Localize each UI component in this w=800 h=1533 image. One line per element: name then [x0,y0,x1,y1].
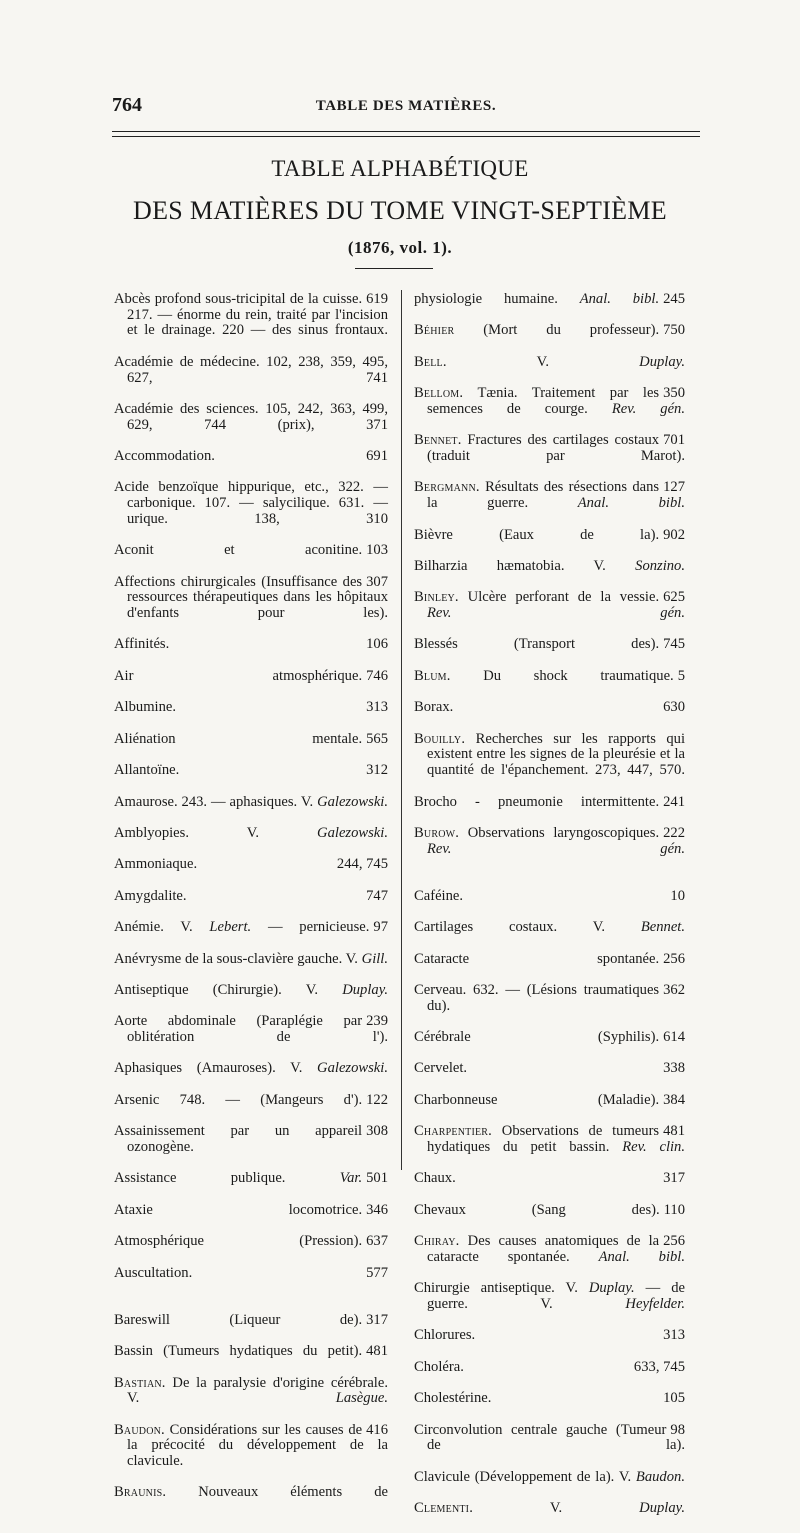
index-entry [114,1376,388,1423]
entry-author: Bell. [414,353,447,370]
entry-text: Recherches sur les rapports qui existent entre les signes de la pleurésie et la quantité de l'épanchement. 273, 447, 570. [427,730,685,779]
title-rule [355,268,433,269]
index-entry [414,1061,685,1092]
index-entry [114,700,388,731]
entry-text: Brocho - pneumonie intermittente. [414,793,660,810]
index-entry [114,543,388,574]
index-entry [414,826,685,873]
entry-text: Anémie. V. [114,919,193,936]
entry-text: Ulcère perforant de la vessie. [458,589,660,606]
header-rule [112,131,700,137]
index-entry [414,795,685,826]
entry-text: Aorte abdominale (Paraplégie par oblitération de l'). [114,1013,388,1046]
entry-author: Binley. [414,589,459,606]
index-entry [414,669,685,700]
entry-text: De la paralysie d'origine cérébrale. V. [127,1374,388,1407]
entry-page: 313 [366,699,388,716]
entry-page: 701 [663,432,685,449]
entry-page: 384 [663,1091,685,1108]
entry-page: 691 [366,448,388,465]
entry-page: 750 [663,322,685,339]
entry-text: Caféine. [414,887,464,904]
index-entry [114,1061,388,1092]
entry-page: 239 [366,1013,388,1030]
entry-page: 481 [663,1123,685,1140]
entry-text: Du shock traumatique. [450,667,674,684]
entry-page: 222 [663,824,685,841]
entry-page: 105 [663,1390,685,1407]
index-entry [114,857,388,888]
entry-page: 313 [663,1327,685,1344]
entry-text: Assistance publique. [114,1170,286,1187]
index-entry [414,433,685,480]
index-entry [114,983,388,1014]
entry-text: Académie de médecine. 102, 238, 359, 495, 627, 741 [114,353,388,386]
entry-text: Cholestérine. [414,1390,492,1407]
entry-text: Cartilages costaux. V. [414,919,606,936]
entry-page: 10 [670,887,685,904]
entry-text: Considérations sur les causes de la précocité du développement de la clavicule. [127,1421,388,1470]
entry-page: 577 [366,1264,388,1281]
entry-text: Assainissement par un appareil ozonogène. [114,1123,363,1155]
entry-page: 245 [663,291,685,307]
entry-page: 745 [663,636,685,653]
entry-text: Des causes anatomiques de la cataracte spontanée. [427,1233,660,1265]
running-title: TABLE DES MATIÈRES. [315,98,497,114]
entry-page: 637 [366,1233,388,1250]
entry-page: 350 [663,385,685,402]
entry-text: Bilharzia hæmatobia. V. [414,557,606,574]
entry-text: V. [446,353,549,370]
entry-text: physiologie humaine. [414,291,558,307]
title-line-2: DES MATIÈRES DU TOME VINGT-SEPTIÈME [133,196,667,225]
entry-reference: Rev. clin. [622,1138,685,1155]
entry-page: 244, 745 [336,856,388,873]
index-entry [414,1281,685,1328]
index-entry [414,1423,685,1470]
index-entry [114,669,388,700]
index-entry [414,528,685,559]
entry-author: Bennet. [414,432,462,449]
entry-reference: Gill. [361,950,389,967]
entry-text: Amaurose. 243. — aphasiques. V. [114,793,314,810]
entry-page: 630 [663,699,685,716]
index-entry [414,559,685,590]
index-entry [114,920,388,951]
entry-page: 5 [677,667,685,684]
entry-text: Charbonneuse (Maladie). [414,1091,660,1108]
entry-page: 317 [663,1170,685,1187]
entry-page: 317 [366,1311,388,1328]
entry-reference: Rev. gén. [611,400,685,417]
index-entry [414,920,685,951]
entry-page: 416 [366,1421,388,1438]
entry-author: Charpentier. [414,1123,493,1140]
entry-page: 307 [366,573,388,590]
entry-text: Aphasiques (Amauroses). V. [114,1060,303,1077]
index-entry [414,1030,685,1061]
index-entry [414,1328,685,1359]
entry-text: Amblyopies. V. [114,824,260,841]
index-entry [414,889,685,920]
entry-reference: Galezowski. [317,824,388,841]
index-entry [414,1093,685,1124]
index-entry [414,355,685,386]
entry-page: 481 [366,1343,388,1360]
entry-text: Observations laryngoscopiques. [459,824,660,841]
entry-text: Allantoïne. [114,762,180,779]
left-column [114,292,388,1517]
entry-reference: Duplay. [639,353,685,370]
index-entry [114,355,388,402]
index-entry [414,732,685,795]
index-entry [414,1203,685,1234]
index-entry [114,889,388,920]
index-entry [114,1313,388,1344]
entry-page: 501 [366,1170,388,1187]
entry-reference: Galezowski. [317,793,389,810]
entry-page: 256 [663,1233,685,1250]
entry-page: 312 [366,762,388,779]
entry-text: Affinités. [114,636,170,653]
entry-reference: Rev. gén. [427,840,685,857]
entry-text: Arsenic 748. — (Mangeurs d'). [114,1091,363,1108]
entry-text: Circonvolution centrale gauche (Tumeur de la). [414,1421,685,1454]
entry-page: 106 [366,636,388,653]
index-entry [414,700,685,731]
column-divider [401,290,402,1170]
index-entry [114,1124,388,1171]
index-entry [414,1124,685,1171]
index-entry [414,1391,685,1422]
entry-page: 338 [663,1060,685,1077]
entry-author: Braunis. [114,1484,167,1501]
entry-reference: Var. [339,1170,363,1187]
entry-text: Chlorures. [414,1327,476,1344]
entry-page: 241 [663,793,685,810]
index-entry [114,402,388,449]
entry-author: Bastian. [114,1374,166,1391]
entry-reference: Duplay. [588,1280,635,1297]
entry-text: Ammoniaque. [114,856,198,873]
entry-page: 625 [663,589,685,606]
entry-text: Amygdalite. [114,887,187,904]
entry-text: Accommodation. [114,448,215,465]
index-entry [114,1203,388,1234]
entry-text-after: — pernicieuse. [251,919,370,936]
entry-page: 902 [663,526,685,543]
index-entry [114,1485,388,1516]
entry-author: Burow. [414,824,460,841]
index-entry [414,1470,685,1501]
index-entry [414,323,685,354]
entry-text: Résultats des résections dans la guerre. [427,479,660,512]
entry-page: 746 [366,667,388,684]
entry-page: 103 [366,542,388,559]
entry-text: Chaux. [414,1170,456,1187]
entry-text: V. [473,1500,563,1517]
entry-author: Blum. [414,667,451,684]
entry-author: Bellom. [414,385,464,402]
entry-reference: Anal. bibl. [598,1248,686,1265]
entry-reference: Anal. bibl. [577,495,685,512]
entry-text: Chirurgie antiseptique. V. [414,1280,578,1297]
index-entry [114,480,388,543]
index-entry [414,480,685,527]
entry-text: Bièvre (Eaux de la). [414,526,660,543]
index-entry [114,1266,388,1297]
entry-reference: Galezowski. [317,1060,388,1077]
index-entry [114,1423,388,1486]
entry-text: Choléra. [414,1358,464,1375]
entry-author: Bouilly. [414,730,466,747]
index-entry [114,826,388,857]
index-entry [114,732,388,763]
entry-text-after: — de guerre. V. [427,1280,686,1312]
entry-text: Anévrysme de la sous-clavière gauche. V. [114,950,358,967]
entry-page: 614 [663,1029,685,1046]
entry-reference: Lasègue. [335,1390,388,1407]
running-head [112,94,700,124]
entry-text: Aliénation mentale. [114,730,363,747]
index-entry [114,795,388,826]
index-entry [414,590,685,637]
entry-text: Antiseptique (Chirurgie). V. [114,981,319,998]
index-entry [414,1171,685,1202]
entry-text: Fractures des cartilages costaux (traduit par Marot). [427,432,685,465]
entry-page: 633, 745 [633,1358,685,1375]
entry-text: Affections chirurgicales (Insuffisance des ressources thérapeutiques dans les hôpitaux d'enfants pour les). [114,573,388,622]
entry-text: Auscultation. [114,1264,193,1281]
index-entry [414,292,685,323]
entry-text: Ataxie locomotrice. [114,1201,363,1218]
right-column [414,292,685,1533]
index-entry [414,1360,685,1391]
entry-text: Aconit et aconitine. [114,542,363,559]
entry-reference: Lebert. [209,919,252,936]
index-entry [114,1014,388,1061]
entry-reference: Heyfelder. [625,1295,685,1312]
index-entry [114,1093,388,1124]
index-entry [114,1171,388,1202]
index-entry [414,386,685,433]
entry-author: Clementi. [414,1500,474,1517]
entry-page: 98 [670,1421,685,1438]
entry-text: Blessés (Transport des). [414,636,660,653]
page-number: 764 [112,94,142,116]
entry-text: Chevaux (Sang des). [414,1201,660,1218]
entry-text: Air atmosphérique. [114,667,363,684]
entry-page: 747 [366,887,388,904]
entry-text: Tænia. Traitement par les semences de courge. [427,385,660,417]
entry-text: Clavicule (Développement de la). V. [414,1468,632,1485]
entry-text: Bareswill (Liqueur de). [114,1311,363,1328]
entry-text: Cervelet. [414,1060,468,1077]
entry-author: Chiray. [414,1233,460,1250]
index-entry [414,1234,685,1281]
entry-page: 565 [366,730,388,747]
entry-text: Nouveaux éléments de [166,1484,388,1501]
entry-page: 256 [663,950,685,967]
entry-text: Académie des sciences. 105, 242, 363, 499, 629, 744 (prix), 371 [114,400,388,433]
index-entry [114,575,388,638]
index-entry [114,1344,388,1375]
entry-text: Cerveau. 632. — (Lésions traumatiques du). [414,981,660,1014]
entry-text: Atmosphérique (Pression). [114,1233,363,1250]
entry-page: 619 [366,291,388,307]
entry-page: 127 [663,479,685,496]
entry-reference: Rev. gén. [427,605,685,622]
title-line-3: (1876, vol. 1). [347,238,453,257]
entry-text: Bassin (Tumeurs hydatiques du petit). [114,1343,363,1360]
entry-reference: Sonzino. [635,557,686,574]
entry-text: Acide benzoïque hippurique, etc., 322. — carbonique. 107. — salycilique. 631. — urique. 138, 310 [114,479,388,527]
entry-page: 308 [366,1123,388,1140]
entry-page: 122 [366,1091,388,1108]
entry-text: Abcès profond sous-tricipital de la cuisse. 217. — énorme du rein, traité par l'incision et le drainage. 220 — des sinus frontaux. [114,291,388,339]
entry-text: Albumine. [114,699,177,716]
index-entry [114,952,388,983]
entry-author: Bergmann. [414,479,480,496]
entry-text: Borax. [414,699,454,716]
entry-text: Cataracte spontanée. [414,950,660,967]
entry-page: 97 [373,919,388,936]
entry-text: (Mort du professeur). [454,322,660,339]
entry-reference: Duplay. [639,1500,685,1517]
index-entry [114,763,388,794]
entry-page: 362 [663,981,685,998]
entry-page: 110 [663,1201,685,1218]
entry-text: Observations de tumeurs hydatiques du petit bassin. [427,1123,660,1155]
index-entry [114,637,388,668]
entry-reference: Anal. bibl. [579,291,660,307]
entry-reference: Duplay. [342,981,389,998]
index-entry [414,637,685,668]
index-entry [114,449,388,480]
title-line-1: TABLE ALPHABÉTIQUE [271,156,529,181]
entry-reference: Bennet. [640,919,685,936]
entry-author: Baudon. [114,1421,165,1438]
index-entry [114,292,388,355]
entry-text: Cérébrale (Syphilis). [414,1029,660,1046]
index-entry [414,983,685,1030]
index-entry [414,952,685,983]
index-entry [114,1234,388,1265]
index-entry [414,1501,685,1532]
entry-page: 346 [366,1201,388,1218]
entry-author: Béhier [414,322,455,339]
entry-reference: Baudon. [635,1468,685,1485]
